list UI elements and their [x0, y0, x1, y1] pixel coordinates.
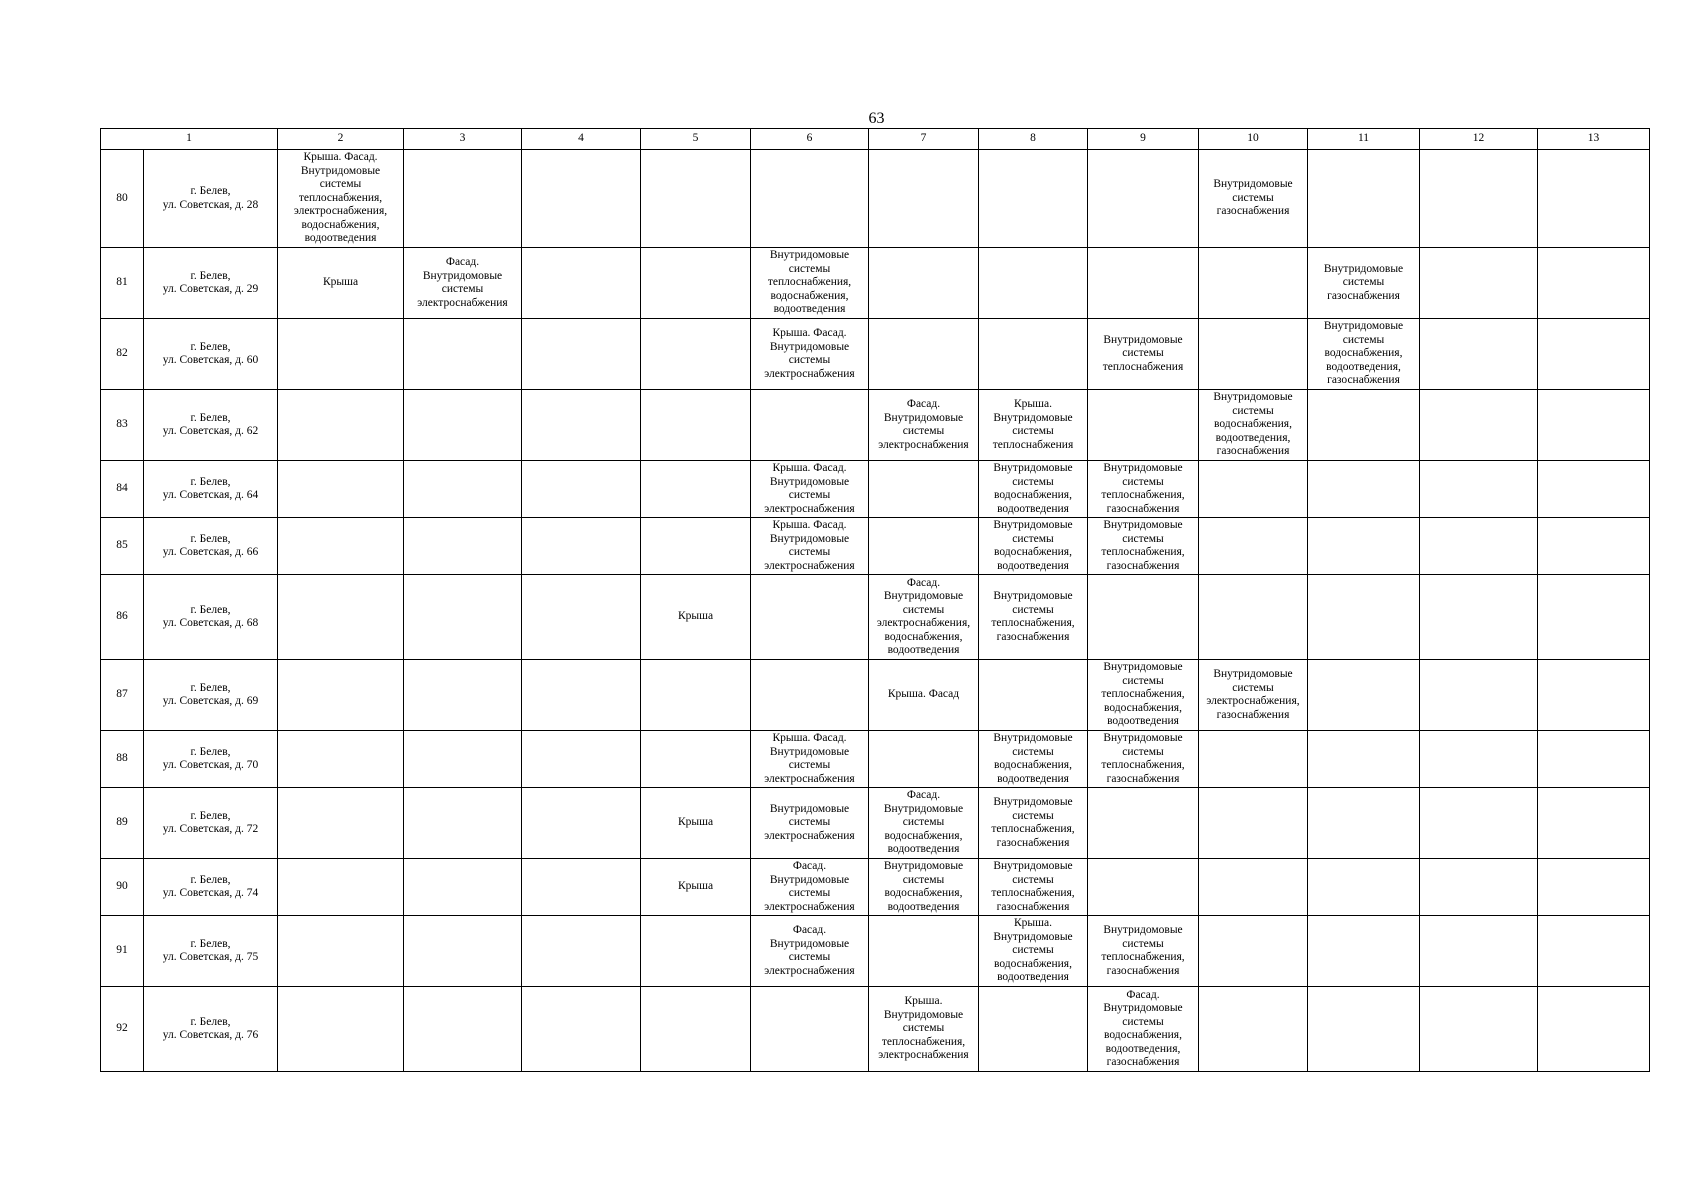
table-cell: Внутридомовые системы электроснабжения, газоснабжения: [1199, 660, 1308, 731]
table-cell: [1538, 660, 1650, 731]
column-header: 11: [1308, 129, 1420, 150]
table-row: [101, 518, 1650, 575]
table-cell: Фасад. Внутридомовые системы электроснабжения: [869, 390, 979, 461]
table-cell: [1538, 916, 1650, 987]
row-number-cell: 89: [101, 788, 144, 859]
table-row: [101, 319, 1650, 390]
table-cell: [1308, 788, 1420, 859]
table-cell: [1420, 518, 1538, 575]
table-cell: [1088, 788, 1199, 859]
table-cell: Внутридомовые системы водоснабжения, водоотведения: [979, 461, 1088, 518]
table-cell: [1199, 319, 1308, 390]
table-cell: Фасад. Внутридомовые системы водоснабжения, водоотведения, газоснабжения: [1088, 987, 1199, 1072]
table-cell: [869, 248, 979, 319]
table-cell: [1538, 987, 1650, 1072]
table-cell: [1088, 390, 1199, 461]
table-cell: [404, 731, 522, 788]
address-cell: г. Белев, ул. Советская, д. 75: [144, 916, 278, 987]
table-cell: [1308, 390, 1420, 461]
table-cell: [979, 987, 1088, 1072]
table-cell: Внутридомовые системы газоснабжения: [1199, 150, 1308, 248]
row-number-cell: 83: [101, 390, 144, 461]
table-cell: Внутридомовые системы водоснабжения, водоотведения: [869, 859, 979, 916]
table-cell: Крыша. Внутридомовые системы водоснабжения, водоотведения: [979, 916, 1088, 987]
table-cell: Крыша: [641, 859, 751, 916]
table-cell: Фасад. Внутридомовые системы электроснабжения: [751, 859, 869, 916]
table-cell: [1538, 788, 1650, 859]
table-cell: [522, 987, 641, 1072]
column-header: 5: [641, 129, 751, 150]
table-cell: [641, 731, 751, 788]
table-cell: Внутридомовые системы теплоснабжения, газоснабжения: [1088, 461, 1199, 518]
table-cell: [522, 461, 641, 518]
table-cell: [404, 987, 522, 1072]
table-cell: [1308, 461, 1420, 518]
table-cell: [404, 461, 522, 518]
row-number-cell: 90: [101, 859, 144, 916]
table-cell: [1420, 987, 1538, 1072]
table-cell: [278, 916, 404, 987]
page-number: 63: [868, 110, 885, 127]
row-number-cell: 85: [101, 518, 144, 575]
table-cell: [1088, 248, 1199, 319]
row-number-cell: 86: [101, 575, 144, 660]
table-cell: [404, 518, 522, 575]
table-cell: Внутридомовые системы теплоснабжения, газоснабжения: [979, 575, 1088, 660]
table-cell: Внутридомовые системы теплоснабжения, водоснабжения, водоотведения: [751, 248, 869, 319]
table-cell: Внутридомовые системы электроснабжения: [751, 788, 869, 859]
table-cell: [1538, 518, 1650, 575]
table-cell: Крыша. Фасад. Внутридомовые системы электроснабжения: [751, 461, 869, 518]
table-cell: Крыша. Фасад. Внутридомовые системы электроснабжения: [751, 731, 869, 788]
table-cell: [1420, 788, 1538, 859]
address-cell: г. Белев, ул. Советская, д. 66: [144, 518, 278, 575]
table-cell: Крыша: [641, 788, 751, 859]
table-cell: [522, 518, 641, 575]
table-cell: [751, 390, 869, 461]
table-cell: [278, 319, 404, 390]
table-cell: [522, 916, 641, 987]
table-cell: [869, 461, 979, 518]
table-row: [101, 575, 1650, 660]
table-cell: Внутридомовые системы теплоснабжения, газоснабжения: [979, 788, 1088, 859]
table-cell: [522, 788, 641, 859]
table-cell: [1199, 248, 1308, 319]
table-cell: [1420, 461, 1538, 518]
table-cell: [1420, 150, 1538, 248]
table-cell: Крыша. Фасад. Внутридомовые системы электроснабжения: [751, 319, 869, 390]
address-cell: г. Белев, ул. Советская, д. 60: [144, 319, 278, 390]
table-cell: [1199, 518, 1308, 575]
table-cell: [641, 461, 751, 518]
table-cell: [1308, 660, 1420, 731]
column-header: 9: [1088, 129, 1199, 150]
table-cell: [1538, 731, 1650, 788]
table-row: [101, 731, 1650, 788]
table-cell: [1420, 916, 1538, 987]
table-cell: [1420, 731, 1538, 788]
table-cell: [1420, 575, 1538, 660]
table-cell: Крыша: [278, 248, 404, 319]
table-cell: [1538, 150, 1650, 248]
table-cell: [869, 319, 979, 390]
table-cell: [1199, 788, 1308, 859]
table-cell: [979, 248, 1088, 319]
row-number-cell: 80: [101, 150, 144, 248]
table-row: [101, 660, 1650, 731]
table-row: [101, 859, 1650, 916]
column-header: 10: [1199, 129, 1308, 150]
table-cell: [1420, 660, 1538, 731]
table-cell: [1538, 319, 1650, 390]
table-cell: [979, 660, 1088, 731]
table-cell: [1538, 575, 1650, 660]
table-cell: [522, 660, 641, 731]
table-cell: [404, 390, 522, 461]
table-cell: Внутридомовые системы теплоснабжения, газоснабжения: [979, 859, 1088, 916]
table-cell: [278, 575, 404, 660]
table-row: [101, 390, 1650, 461]
table-cell: Внутридомовые системы водоснабжения, водоотведения: [979, 518, 1088, 575]
table-cell: [522, 575, 641, 660]
table-cell: [869, 518, 979, 575]
table-cell: [522, 390, 641, 461]
table-cell: Крыша. Фасад. Внутридомовые системы теплоснабжения, электроснабжения, водоснабжения, водоотведения: [278, 150, 404, 248]
table-cell: Фасад. Внутридомовые системы электроснабжения, водоснабжения, водоотведения: [869, 575, 979, 660]
table-cell: [278, 461, 404, 518]
table-cell: [522, 319, 641, 390]
table-cell: [522, 859, 641, 916]
table-cell: Фасад. Внутридомовые системы водоснабжения, водоотведения: [869, 788, 979, 859]
column-header: 3: [404, 129, 522, 150]
table-cell: [1308, 518, 1420, 575]
table-cell: [1420, 319, 1538, 390]
table-cell: Внутридомовые системы теплоснабжения, газоснабжения: [1088, 731, 1199, 788]
table-cell: [1420, 248, 1538, 319]
table-cell: Внутридомовые системы теплоснабжения, водоснабжения, водоотведения: [1088, 660, 1199, 731]
address-cell: г. Белев, ул. Советская, д. 72: [144, 788, 278, 859]
table-row: [101, 461, 1650, 518]
table-row: [101, 150, 1650, 248]
table-cell: [1308, 916, 1420, 987]
table-cell: [641, 390, 751, 461]
table-cell: Внутридомовые системы водоснабжения, водоотведения: [979, 731, 1088, 788]
column-header: 8: [979, 129, 1088, 150]
address-cell: г. Белев, ул. Советская, д. 29: [144, 248, 278, 319]
table-cell: Крыша. Внутридомовые системы теплоснабжения, электроснабжения: [869, 987, 979, 1072]
table-cell: [1420, 390, 1538, 461]
table-cell: [1199, 859, 1308, 916]
row-number-cell: 81: [101, 248, 144, 319]
table-cell: [404, 916, 522, 987]
table-cell: [1308, 859, 1420, 916]
header-row: [101, 129, 1650, 150]
row-number-cell: 87: [101, 660, 144, 731]
table-cell: [1308, 987, 1420, 1072]
table-cell: [1199, 916, 1308, 987]
table-cell: [278, 987, 404, 1072]
table-cell: Крыша: [641, 575, 751, 660]
table-cell: [979, 150, 1088, 248]
table-cell: [751, 987, 869, 1072]
table-cell: [404, 788, 522, 859]
table-cell: Внутридомовые системы теплоснабжения: [1088, 319, 1199, 390]
address-cell: г. Белев, ул. Советская, д. 76: [144, 987, 278, 1072]
column-header: 12: [1420, 129, 1538, 150]
table-cell: Внутридомовые системы теплоснабжения, газоснабжения: [1088, 518, 1199, 575]
table-cell: [751, 660, 869, 731]
table-cell: [278, 788, 404, 859]
address-cell: г. Белев, ул. Советская, д. 28: [144, 150, 278, 248]
table-cell: Внутридомовые системы водоснабжения, водоотведения, газоснабжения: [1308, 319, 1420, 390]
table-row: [101, 987, 1650, 1072]
column-header: 6: [751, 129, 869, 150]
address-cell: г. Белев, ул. Советская, д. 74: [144, 859, 278, 916]
address-cell: г. Белев, ул. Советская, д. 62: [144, 390, 278, 461]
table-cell: [641, 248, 751, 319]
column-header: 13: [1538, 129, 1650, 150]
table-cell: [1420, 859, 1538, 916]
table-cell: [404, 319, 522, 390]
table-cell: [751, 150, 869, 248]
table-cell: [522, 248, 641, 319]
table-cell: [641, 518, 751, 575]
table-cell: [522, 731, 641, 788]
table-cell: [1538, 390, 1650, 461]
table-cell: [869, 916, 979, 987]
table-cell: [1088, 859, 1199, 916]
table-cell: [1538, 859, 1650, 916]
table-cell: Внутридомовые системы теплоснабжения, газоснабжения: [1088, 916, 1199, 987]
table-cell: Крыша. Внутридомовые системы теплоснабжения: [979, 390, 1088, 461]
table-cell: Фасад. Внутридомовые системы электроснабжения: [404, 248, 522, 319]
table-cell: [278, 859, 404, 916]
table-cell: [278, 660, 404, 731]
table-cell: [1199, 731, 1308, 788]
table-cell: Крыша. Фасад. Внутридомовые системы электроснабжения: [751, 518, 869, 575]
table-cell: [522, 150, 641, 248]
table-cell: [404, 575, 522, 660]
table-cell: [278, 390, 404, 461]
column-header: 4: [522, 129, 641, 150]
table-row: [101, 248, 1650, 319]
table-cell: [1199, 461, 1308, 518]
table-cell: [1199, 575, 1308, 660]
table-cell: [869, 731, 979, 788]
row-number-cell: 92: [101, 987, 144, 1072]
table-cell: [979, 319, 1088, 390]
table-cell: [404, 150, 522, 248]
row-number-cell: 84: [101, 461, 144, 518]
table-cell: [641, 987, 751, 1072]
table-cell: [1308, 575, 1420, 660]
address-cell: г. Белев, ул. Советская, д. 69: [144, 660, 278, 731]
table-cell: [869, 150, 979, 248]
row-number-cell: 82: [101, 319, 144, 390]
column-header: 1: [101, 129, 278, 150]
table-cell: [404, 660, 522, 731]
table-cell: [641, 916, 751, 987]
column-header: 2: [278, 129, 404, 150]
table-cell: Внутридомовые системы газоснабжения: [1308, 248, 1420, 319]
table-cell: [1308, 731, 1420, 788]
table-cell: [1538, 248, 1650, 319]
table-row: [101, 916, 1650, 987]
table-cell: [1199, 987, 1308, 1072]
table-cell: Фасад. Внутридомовые системы электроснабжения: [751, 916, 869, 987]
address-cell: г. Белев, ул. Советская, д. 68: [144, 575, 278, 660]
table-cell: [1088, 150, 1199, 248]
table-cell: [641, 319, 751, 390]
address-cell: г. Белев, ул. Советская, д. 70: [144, 731, 278, 788]
repair-schedule-table: [100, 128, 1650, 1072]
table-cell: [641, 660, 751, 731]
table-cell: [404, 859, 522, 916]
table-cell: [641, 150, 751, 248]
table-cell: [1088, 575, 1199, 660]
row-number-cell: 88: [101, 731, 144, 788]
table-row: [101, 788, 1650, 859]
table-cell: [751, 575, 869, 660]
table-cell: [1538, 461, 1650, 518]
column-header: 7: [869, 129, 979, 150]
address-cell: г. Белев, ул. Советская, д. 64: [144, 461, 278, 518]
table-cell: [278, 731, 404, 788]
table-cell: Внутридомовые системы водоснабжения, водоотведения, газоснабжения: [1199, 390, 1308, 461]
table-cell: Крыша. Фасад: [869, 660, 979, 731]
table-cell: [278, 518, 404, 575]
row-number-cell: 91: [101, 916, 144, 987]
table-cell: [1308, 150, 1420, 248]
